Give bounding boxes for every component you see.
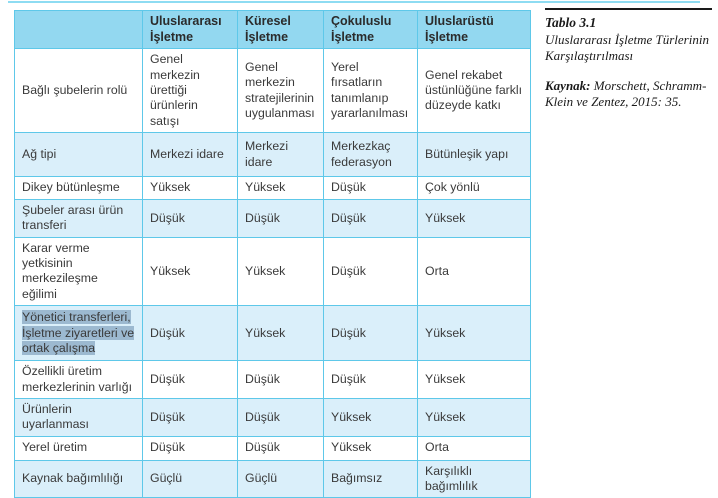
cell-value: Genel rekabet üstünlüğüne farklı düzeyde katkı (418, 49, 531, 133)
cell-value: Düşük (143, 200, 238, 238)
cell-value: Yüksek (418, 398, 531, 436)
cell-value: Düşük (143, 398, 238, 436)
table-row (15, 398, 531, 436)
cell-value: Düşük (143, 306, 238, 361)
cell-value: Orta (418, 237, 531, 305)
cell-value: Bütünleşik yapı (418, 133, 531, 177)
table-caption (545, 8, 715, 110)
table-row (15, 49, 531, 133)
header-cell-uluslarustu: Uluslarüstü İşletme (418, 11, 531, 49)
row-label: Kaynak bağımlılığı (15, 460, 143, 498)
caption-source-text: Morschett, Schramm-Klein ve Zentez, 2015: 35. (545, 78, 707, 110)
cell-value: Düşük (143, 436, 238, 460)
cell-value: Yüksek (418, 306, 531, 361)
caption-title: Tablo 3.1 (545, 15, 597, 30)
table-row (15, 200, 531, 238)
table-row (15, 237, 531, 305)
cell-value: Yüksek (143, 177, 238, 200)
cell-value: Düşük (324, 361, 418, 399)
row-label: Bağlı şubelerin rolü (15, 49, 143, 133)
cell-value: Yüksek (238, 306, 324, 361)
page-top-rule (8, 1, 700, 3)
cell-value: Düşük (324, 306, 418, 361)
header-cell-empty (15, 11, 143, 49)
highlighted-text: Yönetici transferleri, İşletme ziyaretleri ve ortak çalışma (22, 310, 135, 355)
cell-value: Orta (418, 436, 531, 460)
cell-value: Düşük (238, 200, 324, 238)
row-label: Ürünlerin uyarlanması (15, 398, 143, 436)
cell-value: Güçlü (143, 460, 238, 498)
cell-value: Merkezkaç federasyon (324, 133, 418, 177)
cell-value: Yüksek (324, 398, 418, 436)
table-row-highlighted (15, 306, 531, 361)
comparison-table (14, 10, 531, 498)
cell-value: Düşük (238, 436, 324, 460)
cell-value: Genel merkezin stratejilerinin uygulanması (238, 49, 324, 133)
row-label: Dikey bütünleşme (15, 177, 143, 200)
cell-value: Yüksek (418, 361, 531, 399)
cell-value: Bağımsız (324, 460, 418, 498)
cell-value: Merkezi idare (143, 133, 238, 177)
cell-value: Yüksek (238, 237, 324, 305)
row-label: Ağ tipi (15, 133, 143, 177)
table-row (15, 436, 531, 460)
cell-value: Yüksek (418, 200, 531, 238)
table-row (15, 177, 531, 200)
caption-rule (545, 8, 712, 10)
caption-source (545, 78, 715, 110)
header-cell-cokuluslu: Çokuluslu İşletme (324, 11, 418, 49)
row-label: Karar verme yetkisinin merkezileşme eğilimi (15, 237, 143, 305)
caption-source-label: Kaynak: (545, 78, 591, 94)
cell-value: Düşük (238, 398, 324, 436)
header-cell-kuresel: Küresel İşletme (238, 11, 324, 49)
cell-value: Merkezi idare (238, 133, 324, 177)
table-row (15, 361, 531, 399)
table-row (15, 460, 531, 498)
table-header-row (15, 11, 531, 49)
row-label (15, 306, 143, 361)
cell-value: Genel merkezin ürettiği ürünlerin satışı (143, 49, 238, 133)
row-label: Özellikli üretim merkezlerinin varlığı (15, 361, 143, 399)
cell-value: Düşük (324, 177, 418, 200)
cell-value: Yüksek (324, 436, 418, 460)
row-label: Yerel üretim (15, 436, 143, 460)
table-row (15, 133, 531, 177)
cell-value: Yüksek (238, 177, 324, 200)
header-cell-uluslararasi: Uluslararası İşletme (143, 11, 238, 49)
row-label: Şubeler arası ürün transferi (15, 200, 143, 238)
cell-value: Düşük (324, 237, 418, 305)
caption-subtitle: Uluslararası İşletme Türlerinin Karşılaştırılması (545, 32, 709, 64)
cell-value: Yüksek (143, 237, 238, 305)
cell-value: Çok yönlü (418, 177, 531, 200)
cell-value: Yerel fırsatların tanımlanıp yararlanılması (324, 49, 418, 133)
cell-value: Düşük (238, 361, 324, 399)
cell-value: Düşük (143, 361, 238, 399)
cell-value: Karşılıklı bağımlılık (418, 460, 531, 498)
cell-value: Güçlü (238, 460, 324, 498)
cell-value: Düşük (324, 200, 418, 238)
